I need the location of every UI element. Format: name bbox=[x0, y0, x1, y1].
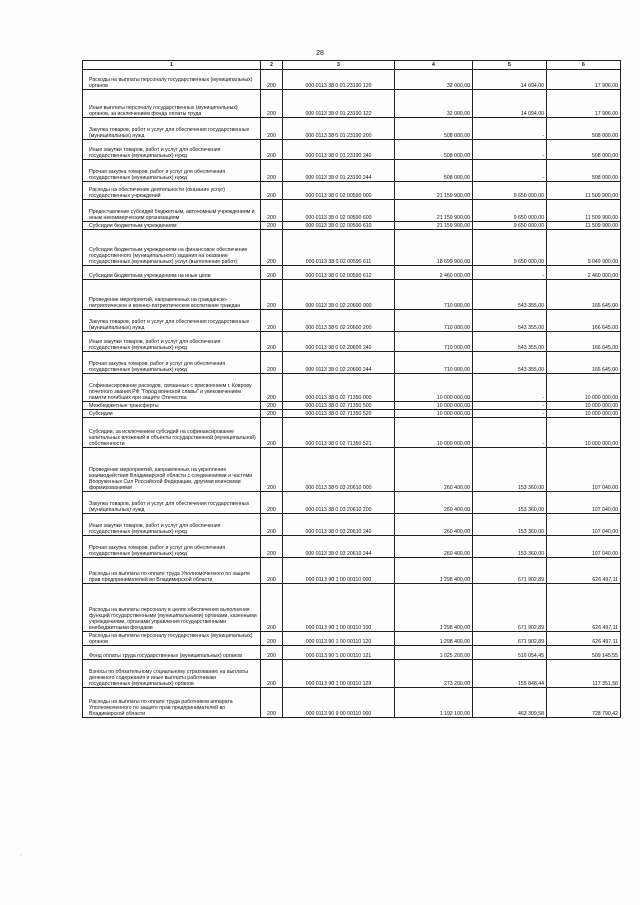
row-name: Иные закупки товаров, работ и услуг для обеспечения государственных (муниципальных) нужд bbox=[83, 332, 261, 352]
row-name: Фонд оплаты труда государственных (муниципальных) органов bbox=[83, 646, 261, 660]
page-number: 28 bbox=[316, 50, 324, 57]
row-approved-amount: 273 200,00 bbox=[395, 660, 473, 688]
row-remaining-amount: 9 049 900,00 bbox=[547, 230, 621, 266]
row-classification: 000 0113 38 0 03 20610 000 bbox=[283, 448, 395, 492]
row-classification: 000 0113 90 1 00 00110 120 bbox=[283, 632, 395, 646]
row-approved-amount: 10 000 000,00 bbox=[395, 402, 473, 410]
row-executed-amount: 671 902,89 bbox=[473, 632, 547, 646]
row-classification: 000 0113 38 0 02 20600 240 bbox=[283, 332, 395, 352]
table-row bbox=[83, 374, 621, 402]
row-code: 200 bbox=[261, 230, 283, 266]
row-name: Субсидии bbox=[83, 410, 261, 418]
table-row bbox=[83, 402, 621, 410]
table-row bbox=[83, 352, 621, 374]
row-name: Иные закупки товаров, работ и услуг для обеспечения государственных (муниципальных) нужд bbox=[83, 514, 261, 536]
row-executed-amount: 543 355,00 bbox=[473, 280, 547, 310]
row-approved-amount: 508 000,00 bbox=[395, 118, 473, 140]
row-classification: 000 0113 38 0 02 71350 521 bbox=[283, 418, 395, 448]
row-approved-amount: 1 298 400,00 bbox=[395, 584, 473, 632]
row-classification: 000 0113 90 1 00 00110 129 bbox=[283, 660, 395, 688]
budget-table bbox=[82, 60, 621, 718]
row-executed-amount: - bbox=[473, 374, 547, 402]
row-name: Расходы на выплаты персоналу государственных (муниципальных) органов bbox=[83, 632, 261, 646]
row-name: Субсидии, за исключением субсидий на софинансирование капитальных вложений в объекты государственной (муниципальной) собственности bbox=[83, 418, 261, 448]
table-row bbox=[83, 410, 621, 418]
row-classification: 000 0113 90 1 00 00110 100 bbox=[283, 584, 395, 632]
row-executed-amount: - bbox=[473, 266, 547, 280]
row-executed-amount: - bbox=[473, 410, 547, 418]
row-name: Проведение мероприятий, направленных на гражданско-патриотическое и военно-патриотическое воспитание граждан bbox=[83, 280, 261, 310]
row-executed-amount: 9 650 000,00 bbox=[473, 182, 547, 200]
row-code: 200 bbox=[261, 584, 283, 632]
row-code: 200 bbox=[261, 374, 283, 402]
row-remaining-amount: 2 460 000,00 bbox=[547, 266, 621, 280]
row-approved-amount: 1 192 100,00 bbox=[395, 688, 473, 718]
table-header-row bbox=[83, 61, 621, 70]
row-approved-amount: 10 000 000,00 bbox=[395, 410, 473, 418]
row-code: 200 bbox=[261, 332, 283, 352]
row-executed-amount: - bbox=[473, 118, 547, 140]
row-name: Иные выплаты персоналу государственных (муниципальных) органов, за исключением фонда оплаты труда bbox=[83, 90, 261, 118]
row-approved-amount: 2 460 000,00 bbox=[395, 266, 473, 280]
row-code: 200 bbox=[261, 632, 283, 646]
row-classification: 000 0113 38 0 03 20610 200 bbox=[283, 492, 395, 514]
row-name: Закупка товаров, работ и услуг для обеспечения государственных (муниципальных) нужд bbox=[83, 310, 261, 332]
row-approved-amount: 1 298 400,00 bbox=[395, 558, 473, 584]
row-remaining-amount: 17 906,00 bbox=[547, 70, 621, 90]
row-remaining-amount: 166 645,00 bbox=[547, 332, 621, 352]
row-approved-amount: 710 000,00 bbox=[395, 310, 473, 332]
row-classification: 000 0113 38 0 02 00590 000 bbox=[283, 182, 395, 200]
row-remaining-amount: 117 351,56 bbox=[547, 660, 621, 688]
row-approved-amount: 1 025 200,00 bbox=[395, 646, 473, 660]
row-code: 200 bbox=[261, 90, 283, 118]
header-col-4: 4 bbox=[395, 61, 473, 70]
row-remaining-amount: 166 645,00 bbox=[547, 352, 621, 374]
row-name: Субсидии бюджетным учреждениям bbox=[83, 222, 261, 230]
row-classification: 000 0113 38 0 01 23190 244 bbox=[283, 160, 395, 182]
row-remaining-amount: 10 000 000,00 bbox=[547, 402, 621, 410]
row-code: 200 bbox=[261, 140, 283, 160]
table-row bbox=[83, 310, 621, 332]
row-remaining-amount: 166 645,00 bbox=[547, 310, 621, 332]
row-classification: 000 0113 38 0 02 00590 612 bbox=[283, 266, 395, 280]
table-row bbox=[83, 200, 621, 222]
row-executed-amount: - bbox=[473, 140, 547, 160]
row-name: Расходы на выплаты персоналу государственных (муниципальных) органов bbox=[83, 70, 261, 90]
row-remaining-amount: 10 000 000,00 bbox=[547, 418, 621, 448]
header-col-2: 2 bbox=[261, 61, 283, 70]
header-col-3: 3 bbox=[283, 61, 395, 70]
row-classification: 000 0113 38 0 01 23190 200 bbox=[283, 118, 395, 140]
table-row bbox=[83, 280, 621, 310]
row-code: 200 bbox=[261, 402, 283, 410]
row-name: Софинансирование расходов, связанных с присвоением г. Коврову почетного звания РФ "Город воинской славы" и увековечением памяти погибших при защите Отечества bbox=[83, 374, 261, 402]
table-row bbox=[83, 332, 621, 352]
row-approved-amount: 10 000 000,00 bbox=[395, 374, 473, 402]
row-name: Субсидии бюджетным учреждениям на иные цели bbox=[83, 266, 261, 280]
row-approved-amount: 21 159 900,00 bbox=[395, 200, 473, 222]
row-approved-amount: 260 400,00 bbox=[395, 514, 473, 536]
row-code: 200 bbox=[261, 280, 283, 310]
row-code: 200 bbox=[261, 182, 283, 200]
row-executed-amount: - bbox=[473, 402, 547, 410]
header-col-1: 1 bbox=[83, 61, 261, 70]
row-classification: 000 0113 90 1 00 00110 121 bbox=[283, 646, 395, 660]
table-row bbox=[83, 536, 621, 558]
row-remaining-amount: 509 145,55 bbox=[547, 646, 621, 660]
row-approved-amount: 32 000,00 bbox=[395, 90, 473, 118]
row-executed-amount: - bbox=[473, 418, 547, 448]
row-code: 200 bbox=[261, 410, 283, 418]
row-approved-amount: 18 699 900,00 bbox=[395, 230, 473, 266]
table-row bbox=[83, 230, 621, 266]
margin-mark: ˎ bbox=[20, 850, 22, 856]
row-executed-amount: 153 360,00 bbox=[473, 514, 547, 536]
table-row bbox=[83, 182, 621, 200]
table-row bbox=[83, 646, 621, 660]
row-remaining-amount: 107 040,00 bbox=[547, 536, 621, 558]
row-remaining-amount: 10 000 000,00 bbox=[547, 410, 621, 418]
row-classification: 000 0113 38 0 01 23190 240 bbox=[283, 140, 395, 160]
row-code: 200 bbox=[261, 118, 283, 140]
row-executed-amount: 671 902,89 bbox=[473, 558, 547, 584]
row-classification: 000 0113 38 0 02 71350 520 bbox=[283, 410, 395, 418]
row-executed-amount: 671 902,89 bbox=[473, 584, 547, 632]
row-remaining-amount: 508 000,00 bbox=[547, 118, 621, 140]
row-remaining-amount: 11 509 900,00 bbox=[547, 182, 621, 200]
row-classification: 000 0113 38 0 02 20600 200 bbox=[283, 310, 395, 332]
row-executed-amount: 543 355,00 bbox=[473, 332, 547, 352]
row-remaining-amount: 626 497,11 bbox=[547, 558, 621, 584]
row-remaining-amount: 10 000 000,00 bbox=[547, 374, 621, 402]
row-classification: 000 0113 38 0 02 20600 244 bbox=[283, 352, 395, 374]
row-executed-amount: 463 309,58 bbox=[473, 688, 547, 718]
row-approved-amount: 508 000,00 bbox=[395, 160, 473, 182]
row-classification: 000 0113 38 0 01 23190 122 bbox=[283, 90, 395, 118]
row-code: 200 bbox=[261, 514, 283, 536]
row-name: Расходы на обеспечение деятельности (оказание услуг) государственных учреждений bbox=[83, 182, 261, 200]
row-executed-amount: 9 650 000,00 bbox=[473, 230, 547, 266]
table-row bbox=[83, 90, 621, 118]
row-remaining-amount: 508 000,00 bbox=[547, 160, 621, 182]
row-approved-amount: 1 298 400,00 bbox=[395, 632, 473, 646]
table-row bbox=[83, 70, 621, 90]
row-approved-amount: 260 400,00 bbox=[395, 536, 473, 558]
row-classification: 000 0113 38 0 02 71350 000 bbox=[283, 374, 395, 402]
row-name: Прочая закупка товаров, работ и услуг для обеспечения государственных (муниципальных) нужд bbox=[83, 160, 261, 182]
row-name: Расходы на выплаты по оплате труда Уполномоченного по защите прав предпринимателей во Владимирской области bbox=[83, 558, 261, 584]
row-name: Субсидии бюджетным учреждениям на финансовое обеспечение государственного (муниципального) задания на оказание государственных (муниципальных) услуг (выполнение работ) bbox=[83, 230, 261, 266]
row-approved-amount: 21 159 900,00 bbox=[395, 222, 473, 230]
row-name: Предоставление субсидий бюджетным, автономным учреждениям и иным некоммерческим организациям bbox=[83, 200, 261, 222]
row-code: 200 bbox=[261, 448, 283, 492]
row-code: 200 bbox=[261, 222, 283, 230]
table-row bbox=[83, 632, 621, 646]
row-remaining-amount: 107 040,00 bbox=[547, 448, 621, 492]
dot-mark: · bbox=[285, 692, 287, 698]
row-name: Межбюджетные трансферты bbox=[83, 402, 261, 410]
row-approved-amount: 710 000,00 bbox=[395, 280, 473, 310]
row-approved-amount: 710 000,00 bbox=[395, 332, 473, 352]
row-executed-amount: - bbox=[473, 160, 547, 182]
table-row bbox=[83, 448, 621, 492]
row-remaining-amount: 11 509 900,00 bbox=[547, 222, 621, 230]
table-row bbox=[83, 418, 621, 448]
row-approved-amount: 260 400,00 bbox=[395, 448, 473, 492]
row-approved-amount: 260 400,00 bbox=[395, 492, 473, 514]
row-name: Прочая закупка товаров, работ и услуг для обеспечения государственных (муниципальных) нужд bbox=[83, 536, 261, 558]
row-remaining-amount: 107 040,00 bbox=[547, 514, 621, 536]
row-name: Закупка товаров, работ и услуг для обеспечения государственных (муниципальных) нужд bbox=[83, 118, 261, 140]
row-remaining-amount: 508 000,00 bbox=[547, 140, 621, 160]
row-classification: 000 0113 90 9 00 00110 000 bbox=[283, 688, 395, 718]
row-name: Расходы на выплаты персоналу в целях обеспечения выполнения функций государственными (муниципальными) органами, казенными учреждениями, органами управления государственными внебюджетными фондами bbox=[83, 584, 261, 632]
row-executed-amount: 155 848,44 bbox=[473, 660, 547, 688]
row-approved-amount: 508 000,00 bbox=[395, 140, 473, 160]
table-row bbox=[83, 140, 621, 160]
row-name: Проведение мероприятий, направленных на укрепление взаимодействия Владимирской области с соединениями и частями Вооруженных Сил Российской Федерации, другими воинскими формированиями bbox=[83, 448, 261, 492]
table-row bbox=[83, 266, 621, 280]
row-remaining-amount: 166 645,00 bbox=[547, 280, 621, 310]
row-name: Взносы по обязательному социальному страхованию на выплаты денежного содержания и иные выплаты работникам государственных (муниципальных) органов bbox=[83, 660, 261, 688]
row-name: Прочая закупка товаров, работ и услуг для обеспечения государственных (муниципальных) нужд bbox=[83, 352, 261, 374]
row-code: 200 bbox=[261, 266, 283, 280]
row-executed-amount: 516 054,45 bbox=[473, 646, 547, 660]
row-executed-amount: 14 094,00 bbox=[473, 90, 547, 118]
table-row bbox=[83, 660, 621, 688]
row-executed-amount: 14 094,00 bbox=[473, 70, 547, 90]
header-col-5: 5 bbox=[473, 61, 547, 70]
row-classification: 000 0113 38 0 02 00590 600 bbox=[283, 200, 395, 222]
row-remaining-amount: 17 906,00 bbox=[547, 90, 621, 118]
row-approved-amount: 10 000 000,00 bbox=[395, 418, 473, 448]
row-remaining-amount: 626 497,11 bbox=[547, 584, 621, 632]
row-approved-amount: 21 159 900,00 bbox=[395, 182, 473, 200]
row-code: 200 bbox=[261, 558, 283, 584]
header-col-6: 6 bbox=[547, 61, 621, 70]
row-executed-amount: 153 360,00 bbox=[473, 536, 547, 558]
row-code: 200 bbox=[261, 536, 283, 558]
row-classification: 000 0113 90 1 00 00110 000 bbox=[283, 558, 395, 584]
row-code: 200 bbox=[261, 200, 283, 222]
row-code: 200 bbox=[261, 352, 283, 374]
row-name: Расходы на выплаты по оплате труда работников аппарата Уполномоченного по защите прав предпринимателей во Владимирской области bbox=[83, 688, 261, 718]
table-row bbox=[83, 688, 621, 718]
row-name: Закупка товаров, работ и услуг для обеспечения государственных (муниципальных) нужд bbox=[83, 492, 261, 514]
row-classification: 000 0113 38 0 02 00590 610 bbox=[283, 222, 395, 230]
row-code: 200 bbox=[261, 688, 283, 718]
row-code: 200 bbox=[261, 70, 283, 90]
row-approved-amount: 710 000,00 bbox=[395, 352, 473, 374]
row-code: 200 bbox=[261, 310, 283, 332]
row-executed-amount: 9 650 000,00 bbox=[473, 222, 547, 230]
row-executed-amount: 543 355,00 bbox=[473, 310, 547, 332]
row-remaining-amount: 626 497,11 bbox=[547, 632, 621, 646]
table-row bbox=[83, 222, 621, 230]
row-classification: 000 0113 38 0 02 71350 500 bbox=[283, 402, 395, 410]
row-code: 200 bbox=[261, 160, 283, 182]
table-row bbox=[83, 558, 621, 584]
row-name: Иные закупки товаров, работ и услуг для обеспечения государственных (муниципальных) нужд bbox=[83, 140, 261, 160]
table-row bbox=[83, 118, 621, 140]
row-approved-amount: 32 000,00 bbox=[395, 70, 473, 90]
table-row bbox=[83, 514, 621, 536]
row-executed-amount: 9 650 000,00 bbox=[473, 200, 547, 222]
table-row bbox=[83, 584, 621, 632]
row-classification: 000 0113 38 0 02 00590 611 bbox=[283, 230, 395, 266]
table-row bbox=[83, 160, 621, 182]
row-code: 200 bbox=[261, 492, 283, 514]
row-remaining-amount: 107 040,00 bbox=[547, 492, 621, 514]
row-code: 200 bbox=[261, 418, 283, 448]
row-remaining-amount: 11 509 900,00 bbox=[547, 200, 621, 222]
row-classification: 000 0113 38 0 03 20610 244 bbox=[283, 536, 395, 558]
row-executed-amount: 153 360,00 bbox=[473, 448, 547, 492]
row-executed-amount: 153 360,00 bbox=[473, 492, 547, 514]
row-classification: 000 0113 38 0 03 20610 240 bbox=[283, 514, 395, 536]
row-remaining-amount: 728 790,42 bbox=[547, 688, 621, 718]
row-code: 200 bbox=[261, 660, 283, 688]
row-executed-amount: 543 355,00 bbox=[473, 352, 547, 374]
table-row bbox=[83, 492, 621, 514]
row-classification: 000 0113 38 0 01 23190 120 bbox=[283, 70, 395, 90]
row-code: 200 bbox=[261, 646, 283, 660]
row-classification: 000 0113 38 0 02 20600 000 bbox=[283, 280, 395, 310]
